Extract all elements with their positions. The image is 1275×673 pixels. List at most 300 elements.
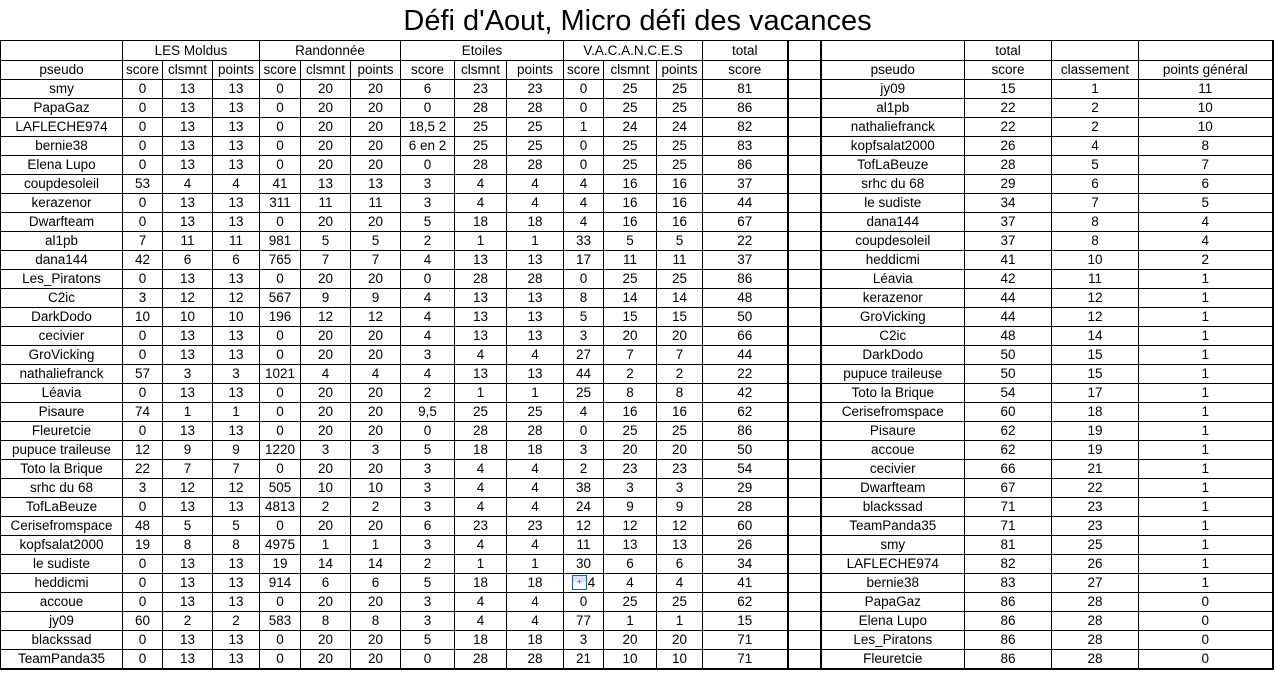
cell-vacances-score: 17	[564, 251, 604, 270]
cell-right-points-general: 1	[1139, 555, 1273, 574]
cell-right-score: 86	[965, 593, 1052, 612]
cell-vacances-points: 11	[657, 251, 703, 270]
cell-randonnee-score: 0	[260, 460, 301, 479]
cell-etoiles-clsmnt: 13	[455, 251, 507, 270]
cell-vacances-points: 5	[657, 232, 703, 251]
cell-moldus-clsmnt: 13	[163, 422, 213, 441]
cell-right-score: 62	[965, 422, 1052, 441]
table-row	[1, 631, 1273, 650]
header-moldus-points: points	[213, 61, 260, 80]
cell-vacances-clsmnt: 14	[604, 289, 657, 308]
cell-moldus-clsmnt: 13	[163, 555, 213, 574]
cell-etoiles-score: 6 en 2	[401, 137, 455, 156]
cell-right-pseudo: C2ic	[821, 327, 965, 346]
column-header-row	[1, 61, 1273, 80]
cell-moldus-clsmnt: 13	[163, 631, 213, 650]
cell-vacances-points: 13	[657, 536, 703, 555]
cell-vacances-score: 0	[564, 156, 604, 175]
group-randonnee: Randonnée	[260, 41, 401, 61]
cell-moldus-clsmnt: 13	[163, 327, 213, 346]
cell-etoiles-score: 5	[401, 441, 455, 460]
cell-moldus-score: 0	[123, 346, 163, 365]
empty-cell	[821, 41, 965, 61]
cell-randonnee-score: 4975	[260, 536, 301, 555]
cell-vacances-score: 25	[564, 384, 604, 403]
cell-right-classement: 5	[1052, 156, 1139, 175]
table-row	[1, 498, 1273, 517]
cell-vacances-score: 5	[564, 308, 604, 327]
cell-vacances-clsmnt: 23	[604, 460, 657, 479]
spacer-cell	[788, 213, 821, 232]
cell-randonnee-clsmnt: 20	[301, 118, 351, 137]
cell-etoiles-points: 18	[507, 631, 564, 650]
cell-etoiles-points: 28	[507, 650, 564, 670]
cell-randonnee-points: 20	[351, 327, 401, 346]
cell-randonnee-points: 20	[351, 593, 401, 612]
cell-etoiles-clsmnt: 18	[455, 441, 507, 460]
cell-etoiles-points: 4	[507, 536, 564, 555]
cell-etoiles-score: 3	[401, 460, 455, 479]
cell-randonnee-points: 20	[351, 650, 401, 670]
cell-etoiles-score: 6	[401, 517, 455, 536]
cell-moldus-score: 0	[123, 213, 163, 232]
cell-moldus-score: 0	[123, 118, 163, 137]
cell-pseudo: kerazenor	[1, 194, 123, 213]
cell-right-score: 54	[965, 384, 1052, 403]
cell-right-score: 42	[965, 270, 1052, 289]
cell-etoiles-score: 4	[401, 327, 455, 346]
table-row	[1, 118, 1273, 137]
table-row	[1, 593, 1273, 612]
cell-pseudo: al1pb	[1, 232, 123, 251]
cell-randonnee-clsmnt: 8	[301, 612, 351, 631]
cell-etoiles-clsmnt: 13	[455, 289, 507, 308]
cell-randonnee-points: 10	[351, 479, 401, 498]
cell-right-points-general: 1	[1139, 308, 1273, 327]
header-vacances-clsmnt: clsmnt	[604, 61, 657, 80]
cell-moldus-score: 0	[123, 99, 163, 118]
cell-etoiles-points: 13	[507, 327, 564, 346]
cell-etoiles-points: 13	[507, 289, 564, 308]
cell-moldus-score: 53	[123, 175, 163, 194]
cell-right-classement: 12	[1052, 289, 1139, 308]
cell-randonnee-score: 0	[260, 422, 301, 441]
cell-pseudo: smy	[1, 80, 123, 99]
cell-vacances-score: 11	[564, 536, 604, 555]
header-moldus-score: score	[123, 61, 163, 80]
cell-etoiles-clsmnt: 28	[455, 422, 507, 441]
cell-moldus-clsmnt: 13	[163, 194, 213, 213]
cell-right-score: 22	[965, 99, 1052, 118]
cell-total-score: 29	[703, 479, 788, 498]
cell-moldus-clsmnt: 13	[163, 99, 213, 118]
cell-etoiles-score: 3	[401, 346, 455, 365]
cell-pseudo: blackssad	[1, 631, 123, 650]
cell-total-score: 60	[703, 517, 788, 536]
cell-etoiles-points: 1	[507, 232, 564, 251]
cell-right-pseudo: accoue	[821, 441, 965, 460]
cell-vacances-points: 25	[657, 156, 703, 175]
cell-vacances-clsmnt: 7	[604, 346, 657, 365]
cell-moldus-score: 0	[123, 80, 163, 99]
cell-right-pseudo: Léavia	[821, 270, 965, 289]
cell-randonnee-points: 20	[351, 156, 401, 175]
cell-randonnee-clsmnt: 12	[301, 308, 351, 327]
cell-vacances-score: 0	[564, 270, 604, 289]
cell-vacances-score: 4	[564, 403, 604, 422]
cell-moldus-score: 0	[123, 270, 163, 289]
cell-randonnee-points: 13	[351, 175, 401, 194]
cell-randonnee-score: 0	[260, 156, 301, 175]
header-etoiles-clsmnt: clsmnt	[455, 61, 507, 80]
cell-moldus-score: 0	[123, 156, 163, 175]
cell-pseudo: GroVicking	[1, 346, 123, 365]
cell-moldus-points: 13	[213, 593, 260, 612]
cell-vacances-score: 24	[564, 498, 604, 517]
cell-right-classement: 23	[1052, 498, 1139, 517]
cell-randonnee-clsmnt: 20	[301, 422, 351, 441]
cell-right-pseudo: le sudiste	[821, 194, 965, 213]
cell-pseudo: accoue	[1, 593, 123, 612]
cell-right-pseudo: Toto la Brique	[821, 384, 965, 403]
cell-right-score: 44	[965, 308, 1052, 327]
cell-randonnee-clsmnt: 20	[301, 156, 351, 175]
cell-right-score: 50	[965, 365, 1052, 384]
cell-etoiles-points: 1	[507, 384, 564, 403]
cell-moldus-points: 13	[213, 422, 260, 441]
cell-randonnee-points: 20	[351, 403, 401, 422]
cell-total-score: 86	[703, 270, 788, 289]
cell-moldus-points: 8	[213, 536, 260, 555]
table-row	[1, 650, 1273, 670]
cell-moldus-score: 57	[123, 365, 163, 384]
cell-vacances-score: 21	[564, 650, 604, 670]
cell-moldus-clsmnt: 13	[163, 498, 213, 517]
cell-vacances-points: 15	[657, 308, 703, 327]
cell-right-score: 37	[965, 232, 1052, 251]
cell-etoiles-score: 3	[401, 536, 455, 555]
cell-etoiles-score: 0	[401, 650, 455, 670]
cell-right-pseudo: srhc du 68	[821, 175, 965, 194]
cell-moldus-score: 19	[123, 536, 163, 555]
cell-etoiles-clsmnt: 25	[455, 118, 507, 137]
cell-right-pseudo: Fleuretcie	[821, 650, 965, 670]
cell-right-points-general: 4	[1139, 232, 1273, 251]
cell-vacances-score: 0	[564, 593, 604, 612]
cell-vacances-clsmnt: 25	[604, 270, 657, 289]
cell-moldus-clsmnt: 12	[163, 289, 213, 308]
table-row	[1, 403, 1273, 422]
cell-randonnee-clsmnt: 7	[301, 251, 351, 270]
header-etoiles-points: points	[507, 61, 564, 80]
cell-randonnee-clsmnt: 20	[301, 384, 351, 403]
cell-right-points-general: 1	[1139, 441, 1273, 460]
cell-randonnee-points: 20	[351, 517, 401, 536]
cell-total-score: 42	[703, 384, 788, 403]
empty-cell	[1052, 41, 1139, 61]
cell-right-points-general: 0	[1139, 650, 1273, 670]
cell-right-pseudo: DarkDodo	[821, 346, 965, 365]
cell-etoiles-score: 3	[401, 593, 455, 612]
cell-right-pseudo: heddicmi	[821, 251, 965, 270]
cell-randonnee-score: 1021	[260, 365, 301, 384]
cell-randonnee-clsmnt: 20	[301, 270, 351, 289]
cell-vacances-score: 33	[564, 232, 604, 251]
cell-right-pseudo: Dwarfteam	[821, 479, 965, 498]
cell-value: 4	[587, 575, 596, 590]
group-vacances: V.A.C.A.N.C.E.S	[564, 41, 703, 61]
cell-right-points-general: 1	[1139, 270, 1273, 289]
spacer-cell	[788, 403, 821, 422]
spacer-cell	[788, 175, 821, 194]
cell-moldus-points: 13	[213, 498, 260, 517]
cell-right-score: 86	[965, 650, 1052, 670]
cell-right-points-general: 10	[1139, 99, 1273, 118]
cell-vacances-points: 20	[657, 631, 703, 650]
cell-etoiles-score: 0	[401, 270, 455, 289]
cell-vacances-points: 14	[657, 289, 703, 308]
spacer-cell	[788, 289, 821, 308]
cell-vacances-score: 27	[564, 346, 604, 365]
cell-randonnee-points: 1	[351, 536, 401, 555]
cell-moldus-score: 60	[123, 612, 163, 631]
cell-right-classement: 4	[1052, 137, 1139, 156]
cell-right-points-general: 4	[1139, 213, 1273, 232]
table-row	[1, 365, 1273, 384]
cell-vacances-score: 0	[564, 137, 604, 156]
spacer-cell	[788, 441, 821, 460]
cell-randonnee-clsmnt: 2	[301, 498, 351, 517]
cell-etoiles-score: 9,5	[401, 403, 455, 422]
cell-pseudo: TeamPanda35	[1, 650, 123, 670]
cell-vacances-points: 20	[657, 441, 703, 460]
cell-total-score: 41	[703, 574, 788, 593]
cell-right-pseudo: dana144	[821, 213, 965, 232]
cell-etoiles-clsmnt: 25	[455, 137, 507, 156]
cell-randonnee-score: 19	[260, 555, 301, 574]
cell-right-classement: 18	[1052, 403, 1139, 422]
table-row	[1, 213, 1273, 232]
cell-right-points-general: 10	[1139, 118, 1273, 137]
cell-randonnee-points: 3	[351, 441, 401, 460]
cell-total-score: 22	[703, 365, 788, 384]
cell-total-score: 62	[703, 593, 788, 612]
cell-randonnee-clsmnt: 13	[301, 175, 351, 194]
cell-randonnee-points: 9	[351, 289, 401, 308]
cell-right-classement: 28	[1052, 593, 1139, 612]
cell-right-pseudo: Cerisefromspace	[821, 403, 965, 422]
cell-randonnee-points: 20	[351, 118, 401, 137]
cell-vacances-score: 0	[564, 422, 604, 441]
cell-moldus-points: 11	[213, 232, 260, 251]
header-right-score: score	[965, 61, 1052, 80]
header-total-score: score	[703, 61, 788, 80]
table-row	[1, 80, 1273, 99]
cell-right-points-general: 1	[1139, 346, 1273, 365]
cell-right-points-general: 1	[1139, 574, 1273, 593]
table-row	[1, 99, 1273, 118]
cell-moldus-points: 13	[213, 213, 260, 232]
cell-moldus-score: 7	[123, 232, 163, 251]
cell-pseudo: Léavia	[1, 384, 123, 403]
cell-etoiles-points: 4	[507, 612, 564, 631]
cell-moldus-points: 1	[213, 403, 260, 422]
cell-total-score: 37	[703, 251, 788, 270]
spacer-cell	[788, 61, 821, 80]
cell-randonnee-score: 0	[260, 631, 301, 650]
cell-vacances-points: 25	[657, 137, 703, 156]
table-row	[1, 384, 1273, 403]
cell-right-points-general: 6	[1139, 175, 1273, 194]
spacer-cell	[788, 118, 821, 137]
cell-vacances-points: 20	[657, 327, 703, 346]
cell-randonnee-points: 14	[351, 555, 401, 574]
cell-right-pseudo: TofLaBeuze	[821, 156, 965, 175]
cell-moldus-score: 22	[123, 460, 163, 479]
cell-randonnee-clsmnt: 5	[301, 232, 351, 251]
cell-etoiles-clsmnt: 4	[455, 460, 507, 479]
cell-etoiles-points: 4	[507, 593, 564, 612]
cell-moldus-clsmnt: 13	[163, 118, 213, 137]
cell-right-pseudo: TeamPanda35	[821, 517, 965, 536]
cell-moldus-score: 0	[123, 498, 163, 517]
cell-right-classement: 23	[1052, 517, 1139, 536]
cell-randonnee-points: 2	[351, 498, 401, 517]
cell-right-pseudo: cecivier	[821, 460, 965, 479]
cell-etoiles-points: 25	[507, 118, 564, 137]
cell-randonnee-points: 7	[351, 251, 401, 270]
cell-pseudo: Toto la Brique	[1, 460, 123, 479]
insert-options-icon[interactable]: +	[572, 575, 587, 590]
cell-right-score: 26	[965, 137, 1052, 156]
table-row	[1, 460, 1273, 479]
cell-total-score: 50	[703, 441, 788, 460]
spacer-cell	[788, 194, 821, 213]
cell-total-score: 71	[703, 650, 788, 670]
cell-right-pseudo: smy	[821, 536, 965, 555]
cell-vacances-points: 8	[657, 384, 703, 403]
cell-pseudo: kopfsalat2000	[1, 536, 123, 555]
cell-etoiles-points: 28	[507, 270, 564, 289]
cell-etoiles-score: 3	[401, 498, 455, 517]
cell-moldus-score: 0	[123, 555, 163, 574]
cell-randonnee-score: 196	[260, 308, 301, 327]
cell-etoiles-points: 23	[507, 517, 564, 536]
cell-moldus-clsmnt: 13	[163, 213, 213, 232]
cell-total-score: 82	[703, 118, 788, 137]
cell-vacances-points: 12	[657, 517, 703, 536]
cell-right-points-general: 11	[1139, 80, 1273, 99]
cell-right-score: 22	[965, 118, 1052, 137]
cell-vacances-score: 12	[564, 517, 604, 536]
spacer-cell	[788, 631, 821, 650]
header-randonnee-score: score	[260, 61, 301, 80]
cell-moldus-score: 3	[123, 289, 163, 308]
cell-randonnee-score: 0	[260, 99, 301, 118]
header-vacances-points: points	[657, 61, 703, 80]
table-row	[1, 327, 1273, 346]
cell-moldus-points: 13	[213, 118, 260, 137]
cell-etoiles-score: 2	[401, 384, 455, 403]
cell-pseudo: Pisaure	[1, 403, 123, 422]
cell-total-score: 86	[703, 422, 788, 441]
cell-right-points-general: 1	[1139, 365, 1273, 384]
cell-moldus-points: 13	[213, 384, 260, 403]
header-right-points-general: points général	[1139, 61, 1273, 80]
cell-randonnee-score: 0	[260, 346, 301, 365]
cell-etoiles-points: 28	[507, 422, 564, 441]
cell-moldus-clsmnt: 12	[163, 479, 213, 498]
cell-right-points-general: 1	[1139, 289, 1273, 308]
cell-vacances-clsmnt: 5	[604, 232, 657, 251]
cell-pseudo: coupdesoleil	[1, 175, 123, 194]
cell-moldus-score: 0	[123, 631, 163, 650]
cell-etoiles-points: 18	[507, 213, 564, 232]
cell-etoiles-points: 13	[507, 365, 564, 384]
cell-randonnee-clsmnt: 20	[301, 99, 351, 118]
cell-randonnee-score: 311	[260, 194, 301, 213]
cell-randonnee-points: 20	[351, 270, 401, 289]
cell-etoiles-clsmnt: 4	[455, 536, 507, 555]
cell-total-score: 62	[703, 403, 788, 422]
cell-vacances-clsmnt: 25	[604, 422, 657, 441]
cell-vacances-points: 16	[657, 213, 703, 232]
cell-right-pseudo: PapaGaz	[821, 593, 965, 612]
group-total: total	[703, 41, 788, 61]
cell-etoiles-clsmnt: 4	[455, 175, 507, 194]
cell-right-score: 86	[965, 631, 1052, 650]
cell-etoiles-points: 4	[507, 460, 564, 479]
cell-moldus-points: 13	[213, 631, 260, 650]
cell-right-points-general: 7	[1139, 156, 1273, 175]
cell-randonnee-score: 0	[260, 137, 301, 156]
cell-moldus-clsmnt: 9	[163, 441, 213, 460]
cell-vacances-score: 44	[564, 365, 604, 384]
cell-vacances-clsmnt: 8	[604, 384, 657, 403]
cell-vacances-clsmnt: 16	[604, 194, 657, 213]
cell-pseudo: TofLaBeuze	[1, 498, 123, 517]
cell-etoiles-clsmnt: 28	[455, 650, 507, 670]
cell-vacances-clsmnt: 16	[604, 213, 657, 232]
cell-total-score: 83	[703, 137, 788, 156]
cell-etoiles-points: 18	[507, 441, 564, 460]
cell-etoiles-clsmnt: 4	[455, 346, 507, 365]
table-row	[1, 137, 1273, 156]
empty-cell	[1, 41, 123, 61]
table-row	[1, 194, 1273, 213]
cell-moldus-score: 10	[123, 308, 163, 327]
cell-randonnee-clsmnt: 20	[301, 403, 351, 422]
cell-randonnee-score: 505	[260, 479, 301, 498]
cell-right-classement: 14	[1052, 327, 1139, 346]
cell-pseudo: srhc du 68	[1, 479, 123, 498]
cell-moldus-clsmnt: 10	[163, 308, 213, 327]
cell-total-score: 28	[703, 498, 788, 517]
cell-right-points-general: 0	[1139, 612, 1273, 631]
spacer-cell	[788, 365, 821, 384]
cell-right-classement: 15	[1052, 346, 1139, 365]
cell-etoiles-clsmnt: 18	[455, 574, 507, 593]
cell-randonnee-score: 0	[260, 270, 301, 289]
sheet-title: Défi d'Aout, Micro défi des vacances	[403, 5, 872, 37]
cell-etoiles-score: 3	[401, 175, 455, 194]
cell-moldus-points: 10	[213, 308, 260, 327]
header-randonnee-points: points	[351, 61, 401, 80]
cell-etoiles-points: 4	[507, 175, 564, 194]
spacer-cell	[788, 422, 821, 441]
cell-right-pseudo: Pisaure	[821, 422, 965, 441]
cell-right-pseudo: GroVicking	[821, 308, 965, 327]
